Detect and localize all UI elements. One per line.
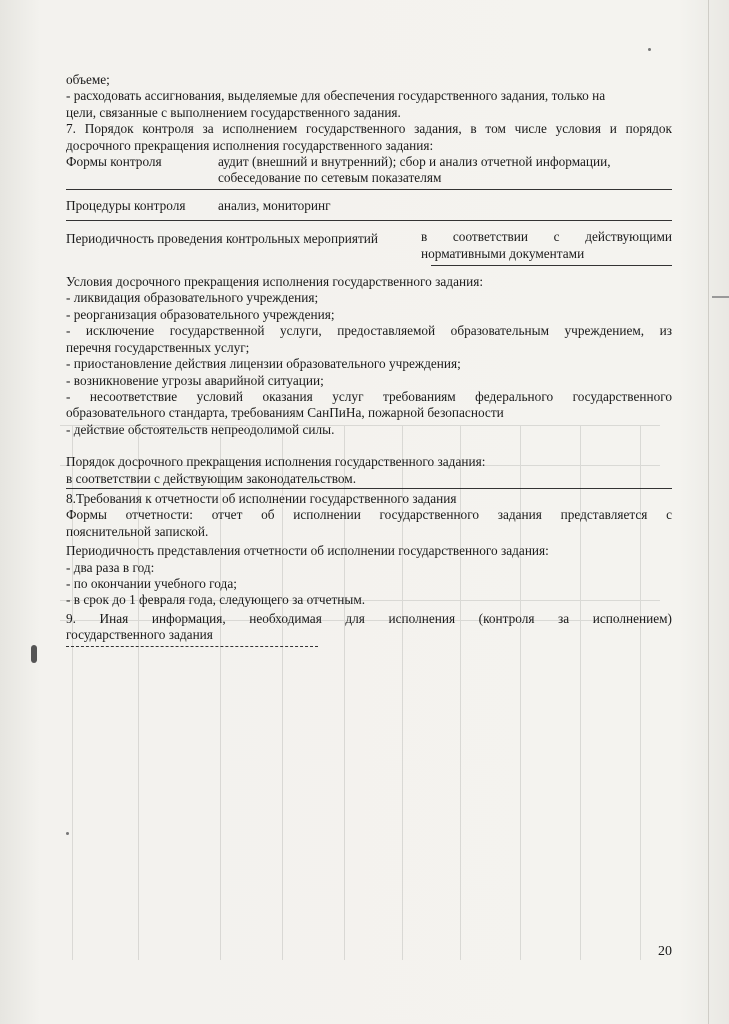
reporting-period-title: Периодичность представления отчетности об исполнении государственного задания: — [66, 543, 549, 559]
reporting-item: - два раза в год: — [66, 559, 155, 575]
speck — [648, 48, 651, 51]
control-periodicity-value-line: нормативными документами — [421, 245, 585, 261]
control-forms-row — [66, 154, 672, 187]
section-9-heading-cont: государственного задания — [66, 627, 213, 643]
section-8-heading: 8.Требования к отчетности об исполнении государственного задания — [66, 490, 457, 506]
edge-mark — [712, 296, 729, 298]
section-9-heading: 9. Иная информация, необходимая для исполнения (контроля за исполнением) — [66, 610, 672, 626]
termination-order-title: Порядок досрочного прекращения исполнения государственного задания: — [66, 454, 486, 470]
termination-item: - ликвидация образовательного учреждения; — [66, 290, 319, 306]
document-body — [66, 72, 672, 647]
text-line: объеме; — [66, 72, 110, 87]
reporting-item: - в срок до 1 февраля года, следующего за отчетным. — [66, 592, 366, 608]
scan-mark — [31, 645, 37, 663]
termination-item: образовательного стандарта, требованиям СанПиНа, пожарной безопасности — [66, 405, 504, 421]
control-procedures-value: анализ, мониторинг — [218, 197, 331, 213]
termination-item: - действие обстоятельств непреодолимой силы. — [66, 421, 335, 437]
section-7-heading-cont: досрочного прекращения исполнения государственного задания: — [66, 137, 434, 153]
divider — [66, 488, 672, 489]
page-fold — [708, 0, 709, 1024]
reporting-forms: Формы отчетности: отчет об исполнении государственного задания представляется с — [66, 507, 672, 523]
termination-item: - приостановление действия лицензии образовательного учреждения; — [66, 356, 461, 372]
text-line: цели, связанные с выполнением государственного задания. — [66, 104, 401, 120]
control-periodicity-row — [66, 229, 672, 262]
control-forms-label: Формы контроля — [66, 154, 162, 170]
reporting-forms-cont: пояснительной запиской. — [66, 523, 209, 539]
control-forms-value — [218, 154, 672, 187]
termination-item: - реорганизация образовательного учреждения; — [66, 306, 335, 322]
control-forms-value-line: собеседование по сетевым показателям — [218, 170, 442, 186]
control-periodicity-label: Периодичность проведения контрольных мероприятий — [66, 231, 378, 247]
dashed-rule — [66, 646, 318, 647]
termination-item: - возникновение угрозы аварийной ситуации; — [66, 372, 324, 388]
termination-order-value: в соответствии с действующим законодательством. — [66, 470, 357, 486]
divider — [66, 189, 672, 190]
divider — [431, 265, 672, 266]
control-periodicity-value-line: в соответствии с действующими — [421, 229, 672, 245]
text-line: - расходовать ассигнования, выделяемые для обеспечения государственного задания, только на — [66, 88, 606, 104]
control-forms-value-line: аудит (внешний и внутренний); сбор и анализ отчетной информации, — [218, 154, 611, 170]
section-7-heading: 7. Порядок контроля за исполнением государственного задания, в том числе условия и порядок — [66, 121, 672, 137]
speck — [66, 832, 69, 835]
termination-title: Условия досрочного прекращения исполнения государственного задания: — [66, 274, 484, 290]
reporting-item: - по окончании учебного года; — [66, 575, 237, 591]
control-procedures-label: Процедуры контроля — [66, 197, 186, 213]
termination-item: перечня государственных услуг; — [66, 339, 250, 355]
control-procedures-row — [66, 198, 672, 214]
termination-item: - несоответствие условий оказания услуг требованиям федерального государственного — [66, 388, 672, 404]
termination-item: - исключение государственной услуги, предоставляемой образовательным учреждением, из — [66, 323, 672, 339]
divider — [66, 220, 672, 221]
control-periodicity-value — [421, 229, 672, 262]
page-number: 20 — [658, 944, 672, 959]
